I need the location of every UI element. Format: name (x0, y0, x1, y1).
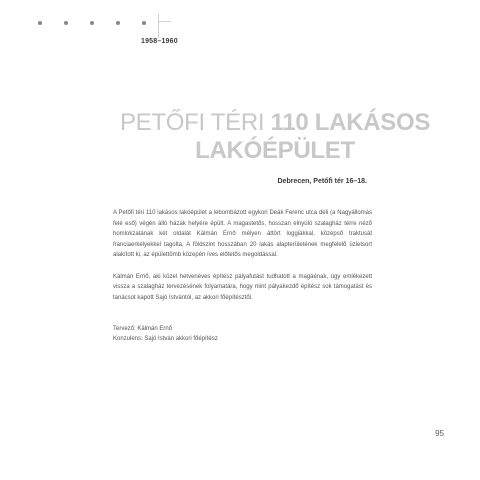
decorative-vertical-line (158, 14, 159, 38)
year-range: 1958–1960 (141, 38, 178, 45)
title-bold-part-1: 110 LAKÁSOS (270, 109, 431, 136)
location-address: Debrecen, Petőfi tér 16–18. (277, 178, 367, 185)
dot-1 (38, 21, 42, 25)
title-bold-part-2: LAKÓÉPÜLET (195, 137, 355, 164)
decorative-horizontal-line (158, 21, 171, 22)
page-title (70, 109, 480, 165)
title-line-1 (70, 109, 480, 137)
credit-consultant: Konzulens: Sajó István akkori főépítész (113, 335, 218, 342)
title-light-part: PETŐFI TÉRI (119, 109, 271, 136)
dot-5 (142, 21, 146, 25)
dot-2 (64, 21, 68, 25)
dot-3 (90, 21, 94, 25)
paragraph-1: A Petőfi téri 110 lakásos lakóépület a lebombázott egykori Deák Ferenc utca déli (a Nagyállomás felé eső) végén álló házak helyére épült. A magastetős, hosszan elnyúló szalagház térre néző homlokzatának két oldalát Kálmán Ernő mélyen áttört loggiákkal, középső traktusát franciaerkélyekkel tagolta. A földszint hosszában 20 lakás alapterületének megfelelő üzletsort alakított ki, az épülettömb közepén íves előtetős megoldással. (113, 210, 372, 259)
paragraph-2: Kálmán Ernő, aki közel hetvenéves építész pályafutást tudhatott a magáénak, úgy emlékezett vissza a szalagház tervezésének folyamatára, hogy mint pályakezdő építész sok támogatást és tanácsot kapott Sajó Istvántól, az akkori főépítésztől. (113, 273, 372, 301)
body-text (113, 208, 372, 303)
title-line-2 (70, 137, 480, 165)
credits (113, 325, 218, 344)
dot-4 (116, 21, 120, 25)
credit-designer: Tervező: Kálmán Ernő (113, 326, 173, 332)
page-number: 95 (435, 429, 444, 438)
